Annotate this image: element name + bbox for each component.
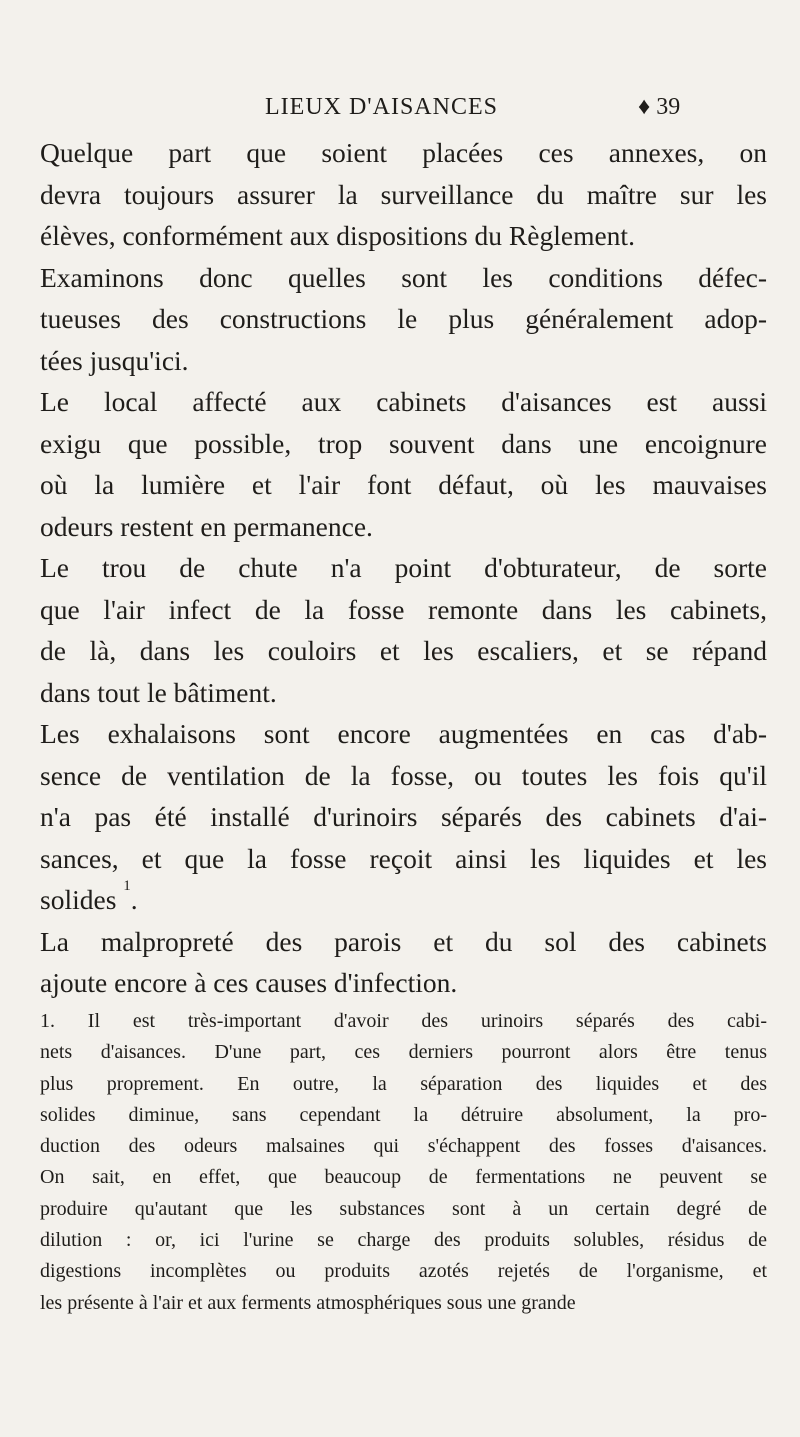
footnote-line: nets d'aisances. D'une part, ces derniers pourront alors être tenus	[40, 1041, 767, 1064]
footnote-line: les présente à l'air et aux ferments atmosphériques sous une grande	[40, 1291, 576, 1314]
page-mark: ♦	[638, 94, 651, 120]
text-line: de là, dans les couloirs et les escaliers, et se répand	[40, 635, 767, 666]
text-line: tées jusqu'ici.	[40, 344, 189, 376]
running-head-title: LIEUX D'AISANCES	[265, 94, 498, 120]
footnote-line: solides diminue, sans cependant la détruire absolument, la pro-	[40, 1103, 767, 1126]
footnote-reference[interactable]: 1	[123, 878, 131, 894]
footnote-line: produire qu'autant que les substances sont à un certain degré de	[40, 1197, 767, 1220]
footnote	[40, 1006, 767, 1319]
text-line: tueuses des constructions le plus généralement adop-	[40, 303, 767, 334]
paragraph-3	[40, 381, 767, 547]
text-line: dans tout le bâtiment.	[40, 676, 277, 708]
text-line: où la lumière et l'air font défaut, où les mauvaises	[40, 469, 767, 500]
footnote-line: 1. Il est très-important d'avoir des urinoirs séparés des cabi-	[40, 1010, 767, 1032]
paragraph-5	[40, 713, 767, 921]
paragraph-4	[40, 547, 767, 713]
text-line: Examinons donc quelles sont les conditions défec-	[40, 261, 767, 293]
text-line: odeurs restent en permanence.	[40, 510, 373, 542]
footnote-line: dilution : or, ici l'urine se charge des produits solubles, résidus de	[40, 1229, 767, 1252]
text-line: exigu que possible, trop souvent dans une encoignure	[40, 427, 767, 459]
text-line: élèves, conformément aux dispositions du Règlement.	[40, 220, 635, 251]
text-line: devra toujours assurer la surveillance du maître sur les	[40, 178, 767, 210]
text-line: n'a pas été installé d'urinoirs séparés des cabinets d'ai-	[40, 801, 767, 832]
text-line	[40, 879, 767, 921]
footnote-line: On sait, en effet, que beaucoup de fermentations ne peuvent se	[40, 1166, 767, 1189]
text-line: que l'air infect de la fosse remonte dans les cabinets,	[40, 593, 767, 625]
sentence-end: .	[130, 884, 138, 915]
text-line: Le trou de chute n'a point d'obturateur, de sorte	[40, 552, 767, 583]
text-line: sence de ventilation de la fosse, ou toutes les fois qu'il	[40, 759, 767, 791]
text-line: Les exhalaisons sont encore augmentées en cas d'ab-	[40, 718, 767, 749]
body-text	[40, 132, 767, 1004]
paragraph-1	[40, 132, 767, 257]
footnote-line: duction des odeurs malsaines qui s'échappent des fosses d'aisances.	[40, 1135, 767, 1158]
footnote-line: digestions incomplètes ou produits azotés rejetés de l'organisme, et	[40, 1260, 767, 1283]
text-line: ajoute encore à ces causes d'infection.	[40, 967, 458, 998]
running-head	[0, 92, 800, 126]
text-line: Le local affecté aux cabinets d'aisances est aussi	[40, 386, 767, 417]
text-line-content: solides	[40, 884, 117, 915]
text-line: La malpropreté des parois et du sol des cabinets	[40, 925, 767, 957]
page-number-value: 39	[656, 94, 681, 120]
paragraph-2	[40, 257, 767, 382]
text-line: sances, et que la fosse reçoit ainsi les liquides et les	[40, 842, 767, 874]
paragraph-6	[40, 921, 767, 1004]
text-line: Quelque part que soient placées ces annexes, on	[40, 137, 767, 168]
footnote-line: plus proprement. En outre, la séparation des liquides et des	[40, 1072, 767, 1095]
page-number	[638, 92, 680, 122]
